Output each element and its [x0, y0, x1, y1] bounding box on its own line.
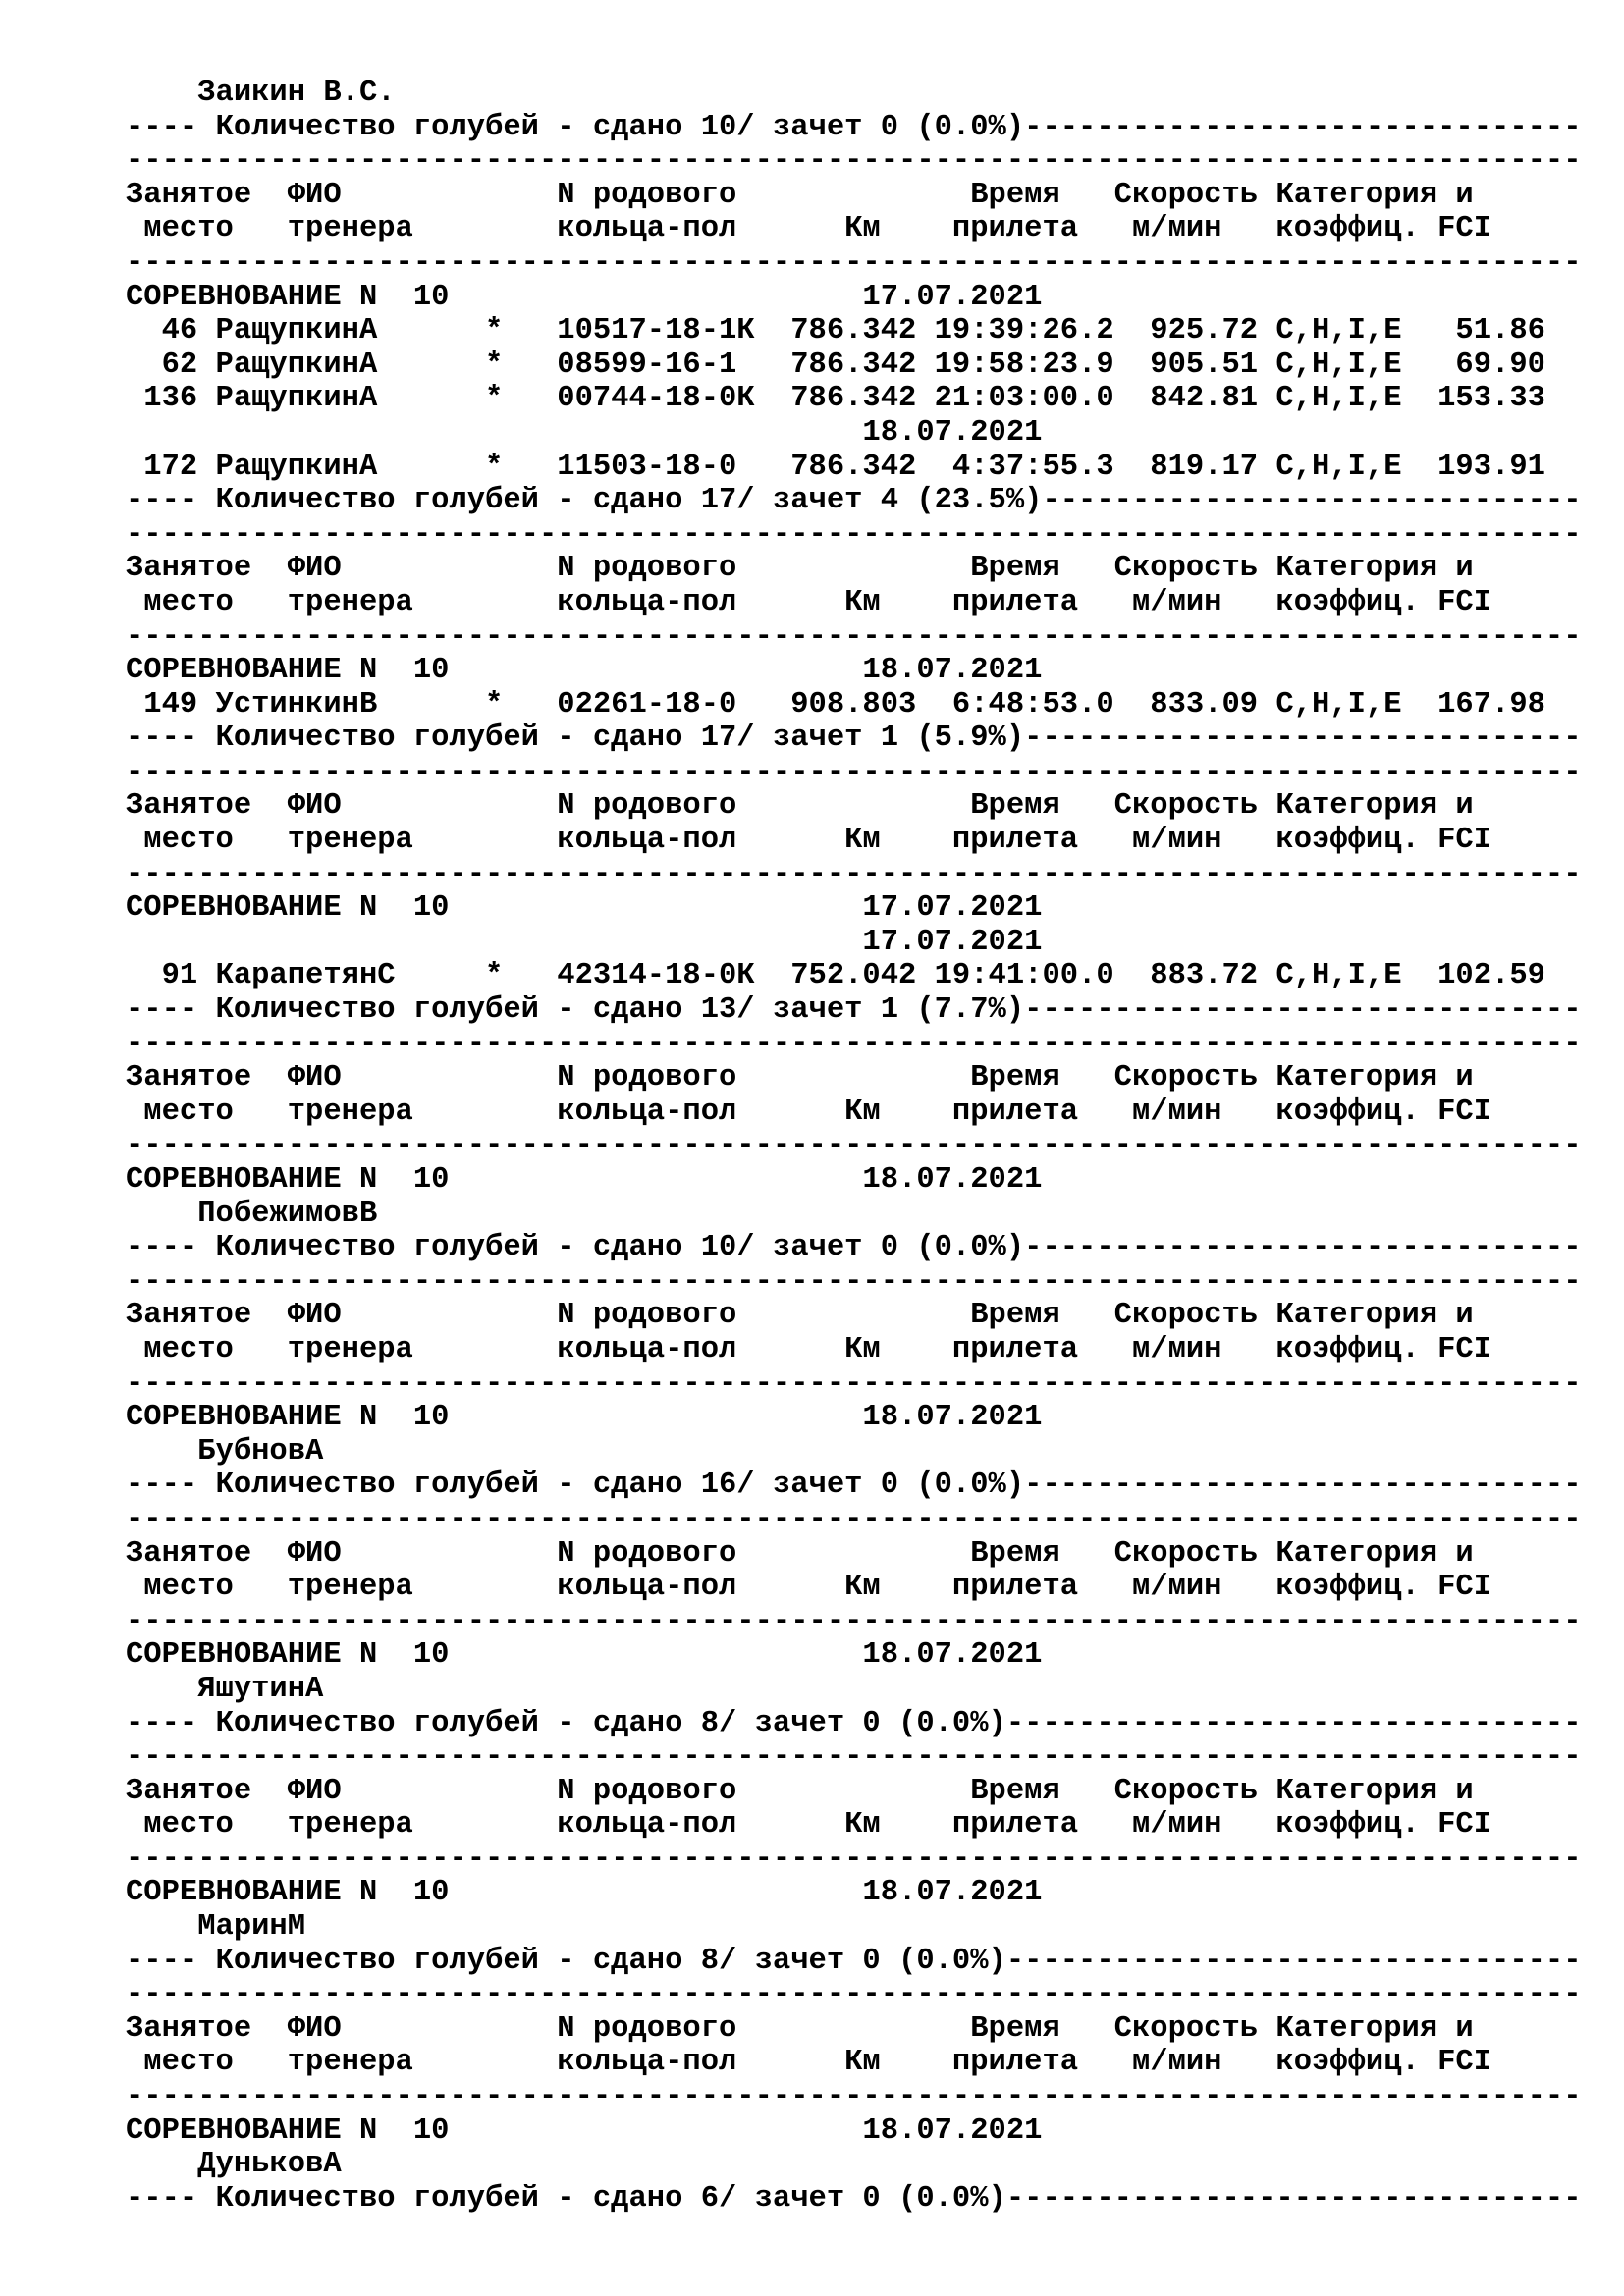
report-line: СОРЕВНОВАНИЕ N 10 17.07.2021	[126, 891, 1043, 926]
report-line: 46 РащупкинА * 10517-18-1К 786.342 19:39:26.2 925.72 C,H,I,E 51.86	[126, 314, 1545, 348]
report-line: 136 РащупкинА * 00744-18-0К 786.342 21:03:00.0 842.81 C,H,I,E 153.33	[126, 382, 1545, 416]
report-line: МаринМ	[126, 1910, 306, 1945]
report-line: Занятое ФИО N родового Время Скорость Категория и	[126, 178, 1474, 212]
report-line: ---------------------------------------------------------------------------------	[126, 1264, 1582, 1299]
report-line: место тренера кольца-пол Км прилета м/мин коэффиц. FCI	[126, 585, 1492, 619]
report-line: Занятое ФИО N родового Время Скорость Категория и	[126, 1061, 1474, 1095]
report-line: Занятое ФИО N родового Время Скорость Категория и	[126, 2011, 1474, 2046]
report-line: место тренера кольца-пол Км прилета м/мин коэффиц. FCI	[126, 824, 1492, 858]
report-line: ---------------------------------------------------------------------------------	[126, 857, 1582, 891]
report-line: ---------------------------------------------------------------------------------	[126, 1604, 1582, 1638]
report-line: Занятое ФИО N родового Время Скорость Категория и	[126, 1774, 1474, 1808]
report-line: Заикин В.С.	[126, 77, 396, 110]
report-line: место тренера кольца-пол Км прилета м/мин коэффиц. FCI	[126, 1095, 1492, 1129]
report-line: ---------------------------------------------------------------------------------	[126, 1740, 1582, 1775]
competition-results-report	[126, 77, 1582, 2216]
report-line: ---------------------------------------------------------------------------------	[126, 1129, 1582, 1163]
report-line: 149 УстинкинВ * 02261-18-0 908.803 6:48:53.0 833.09 C,H,I,E 167.98	[126, 687, 1545, 721]
report-line: ---------------------------------------------------------------------------------	[126, 755, 1582, 789]
report-line: место тренера кольца-пол Км прилета м/мин коэффиц. FCI	[126, 1332, 1492, 1366]
report-line: ПобежимовВ	[126, 1197, 378, 1231]
report-line: ---------------------------------------------------------------------------------	[126, 2080, 1582, 2114]
report-line: 18.07.2021	[126, 415, 1043, 450]
report-line: СОРЕВНОВАНИЕ N 10 18.07.2021	[126, 654, 1043, 688]
report-line: ЯшутинА	[126, 1672, 324, 1706]
report-line: Занятое ФИО N родового Время Скорость Категория и	[126, 1536, 1474, 1571]
report-line: 172 РащупкинА * 11503-18-0 786.342 4:37:55.3 819.17 C,H,I,E 193.91	[126, 450, 1545, 484]
report-line: ---------------------------------------------------------------------------------	[126, 245, 1582, 280]
report-line: ---------------------------------------------------------------------------------	[126, 619, 1582, 654]
report-line: ---------------------------------------------------------------------------------	[126, 1842, 1582, 1876]
report-line: ДуньковА	[126, 2148, 342, 2182]
report-line: 91 КарапетянС * 42314-18-0К 752.042 19:41:00.0 883.72 C,H,I,E 102.59	[126, 959, 1545, 993]
report-line: СОРЕВНОВАНИЕ N 10 18.07.2021	[126, 2113, 1043, 2148]
report-line: СОРЕВНОВАНИЕ N 10 18.07.2021	[126, 1163, 1043, 1197]
report-line: ---------------------------------------------------------------------------------	[126, 517, 1582, 552]
report-line: ---------------------------------------------------------------------------------	[126, 1502, 1582, 1536]
report-line: БубновА	[126, 1434, 324, 1468]
report-line: ---- Количество голубей - сдано 17/ зачет 4 (23.5%)------------------------------	[126, 484, 1582, 518]
report-line: ---------------------------------------------------------------------------------	[126, 1366, 1582, 1401]
report-line: 17.07.2021	[126, 925, 1043, 959]
report-line: ---------------------------------------------------------------------------------	[126, 1027, 1582, 1061]
report-line: место тренера кольца-пол Км прилета м/мин коэффиц. FCI	[126, 1571, 1492, 1605]
report-line: 62 РащупкинА * 08599-16-1 786.342 19:58:23.9 905.51 C,H,I,E 69.90	[126, 347, 1545, 382]
report-line: ---------------------------------------------------------------------------------	[126, 144, 1582, 179]
report-line: ---------------------------------------------------------------------------------	[126, 1978, 1582, 2012]
report-line: Занятое ФИО N родового Время Скорость Категория и	[126, 789, 1474, 824]
report-line: Занятое ФИО N родового Время Скорость Категория и	[126, 1299, 1474, 1333]
report-line: ---- Количество голубей - сдано 10/ зачет 0 (0.0%)-------------------------------	[126, 110, 1582, 144]
report-line: ---- Количество голубей - сдано 8/ зачет 0 (0.0%)--------------------------------	[126, 1706, 1582, 1740]
report-line: ---- Количество голубей - сдано 8/ зачет 0 (0.0%)--------------------------------	[126, 1944, 1582, 1978]
report-line: СОРЕВНОВАНИЕ N 10 17.07.2021	[126, 280, 1043, 314]
report-line: ---- Количество голубей - сдано 10/ зачет 0 (0.0%)-------------------------------	[126, 1231, 1582, 1265]
report-line: СОРЕВНОВАНИЕ N 10 18.07.2021	[126, 1401, 1043, 1435]
report-line: место тренера кольца-пол Км прилета м/мин коэффиц. FCI	[126, 1808, 1492, 1842]
report-line: СОРЕВНОВАНИЕ N 10 18.07.2021	[126, 1876, 1043, 1910]
report-line: Занятое ФИО N родового Время Скорость Категория и	[126, 552, 1474, 586]
report-line: место тренера кольца-пол Км прилета м/мин коэффиц. FCI	[126, 2046, 1492, 2080]
report-line: СОРЕВНОВАНИЕ N 10 18.07.2021	[126, 1638, 1043, 1673]
report-line: ---- Количество голубей - сдано 6/ зачет 0 (0.0%)--------------------------------	[126, 2181, 1582, 2216]
report-line: ---- Количество голубей - сдано 13/ зачет 1 (7.7%)-------------------------------	[126, 993, 1582, 1028]
report-line: ---- Количество голубей - сдано 16/ зачет 0 (0.0%)-------------------------------	[126, 1468, 1582, 1503]
report-line: ---- Количество голубей - сдано 17/ зачет 1 (5.9%)-------------------------------	[126, 721, 1582, 756]
report-line: место тренера кольца-пол Км прилета м/мин коэффиц. FCI	[126, 212, 1492, 246]
